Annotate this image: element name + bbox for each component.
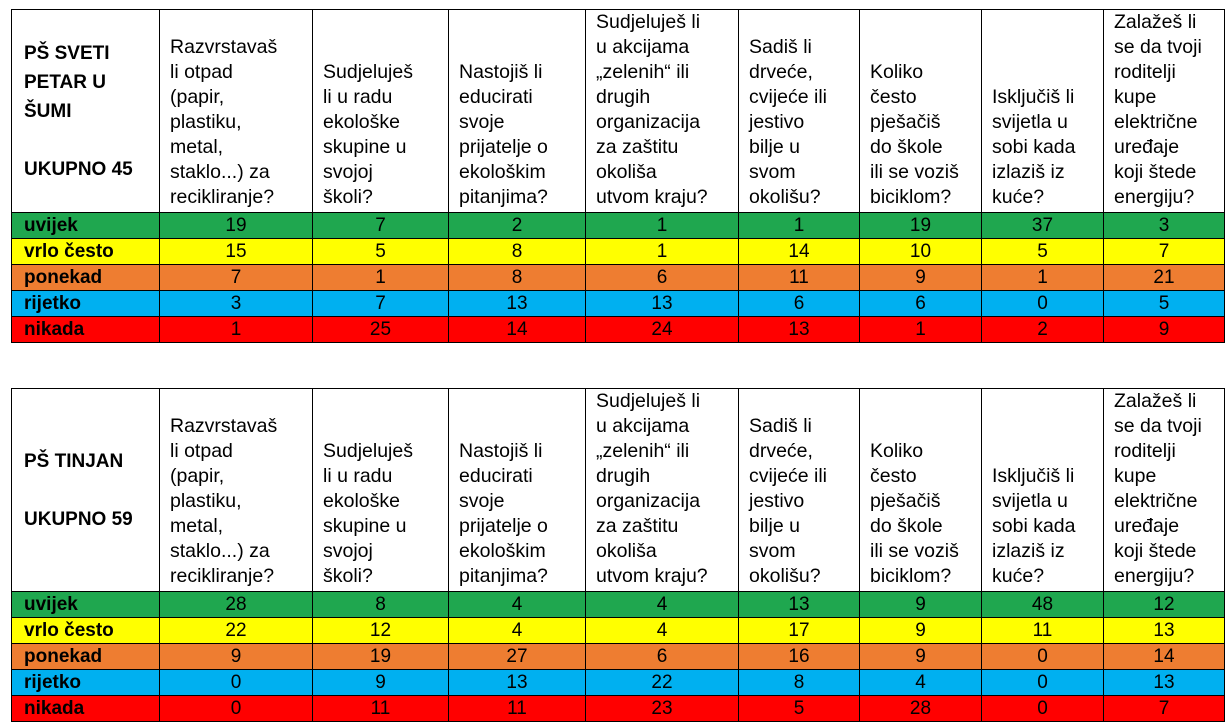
data-row-uvijek	[12, 592, 1225, 618]
count-cell: 48	[982, 592, 1104, 618]
count-cell: 23	[586, 696, 739, 722]
count-cell: 5	[739, 696, 860, 722]
count-cell: 0	[160, 696, 313, 722]
count-cell: 6	[739, 291, 860, 317]
count-cell: 8	[739, 670, 860, 696]
question-text: Sadiš li drveće, cvijeće ili jestivo bilje u svom okolišu?	[749, 415, 828, 587]
count-cell: 7	[313, 291, 449, 317]
school-cell	[12, 10, 160, 213]
count-cell: 1	[739, 213, 860, 239]
count-cell: 5	[313, 239, 449, 265]
question-text: Sudjeluješ li u radu ekološke skupine u svojoj školi?	[323, 440, 413, 587]
question-header-5	[739, 10, 860, 213]
school-cell	[12, 389, 160, 592]
row-label: rijetko	[12, 670, 160, 696]
count-cell: 22	[160, 618, 313, 644]
count-cell: 13	[739, 592, 860, 618]
row-label: ponekad	[12, 644, 160, 670]
count-cell: 9	[1104, 317, 1225, 343]
count-cell: 0	[982, 670, 1104, 696]
question-header-2	[313, 389, 449, 592]
count-cell: 2	[449, 213, 586, 239]
count-cell: 0	[982, 644, 1104, 670]
count-cell: 11	[449, 696, 586, 722]
row-label: nikada	[12, 696, 160, 722]
count-cell: 21	[1104, 265, 1225, 291]
count-cell: 5	[982, 239, 1104, 265]
question-header-1	[160, 389, 313, 592]
count-cell: 9	[860, 644, 982, 670]
header-row	[12, 10, 1225, 213]
question-text: Sadiš li drveće, cvijeće ili jestivo bilje u svom okolišu?	[749, 36, 828, 208]
count-cell: 16	[739, 644, 860, 670]
count-cell: 5	[1104, 291, 1225, 317]
data-row-rijetko	[12, 670, 1225, 696]
count-cell: 11	[313, 696, 449, 722]
count-cell: 37	[982, 213, 1104, 239]
count-cell: 13	[1104, 618, 1225, 644]
school-total: UKUPNO 45	[24, 158, 133, 180]
count-cell: 9	[860, 592, 982, 618]
count-cell: 14	[449, 317, 586, 343]
question-text: Nastojiš li educirati svoje prijatelje o ekološkim pitanjima?	[459, 440, 548, 587]
question-header-4	[586, 10, 739, 213]
count-cell: 7	[160, 265, 313, 291]
count-cell: 1	[586, 239, 739, 265]
count-cell: 9	[160, 644, 313, 670]
count-cell: 1	[860, 317, 982, 343]
row-label: rijetko	[12, 291, 160, 317]
count-cell: 9	[860, 618, 982, 644]
count-cell: 3	[1104, 213, 1225, 239]
count-cell: 12	[313, 618, 449, 644]
count-cell: 1	[313, 265, 449, 291]
survey-table-2	[11, 388, 1225, 722]
count-cell: 28	[160, 592, 313, 618]
count-cell: 13	[586, 291, 739, 317]
data-row-uvijek	[12, 213, 1225, 239]
count-cell: 3	[160, 291, 313, 317]
count-cell: 15	[160, 239, 313, 265]
data-row-ponekad	[12, 265, 1225, 291]
count-cell: 1	[982, 265, 1104, 291]
question-header-3	[449, 10, 586, 213]
count-cell: 4	[586, 618, 739, 644]
question-header-6	[860, 389, 982, 592]
question-text: Isključiš li svijetla u sobi kada izlaziš iz kuće?	[992, 86, 1076, 208]
school-name: PŠ SVETI PETAR U ŠUMI	[24, 42, 110, 122]
count-cell: 19	[860, 213, 982, 239]
row-label: vrlo često	[12, 239, 160, 265]
count-cell: 22	[586, 670, 739, 696]
count-cell: 7	[313, 213, 449, 239]
count-cell: 27	[449, 644, 586, 670]
count-cell: 25	[313, 317, 449, 343]
count-cell: 14	[739, 239, 860, 265]
data-row-vrlo-često	[12, 239, 1225, 265]
question-header-2	[313, 10, 449, 213]
question-text: Razvrstavaš li otpad (papir, plastiku, metal, staklo...) za recikliranje?	[170, 36, 278, 208]
count-cell: 1	[586, 213, 739, 239]
count-cell: 4	[860, 670, 982, 696]
data-row-ponekad	[12, 644, 1225, 670]
data-row-nikada	[12, 317, 1225, 343]
count-cell: 0	[982, 696, 1104, 722]
data-row-rijetko	[12, 291, 1225, 317]
data-row-nikada	[12, 696, 1225, 722]
question-text: Koliko često pješačiš do škole ili se voziš biciklom?	[870, 61, 959, 208]
question-text: Zalažeš li se da tvoji roditelji kupe električne uređaje koji štede energiju?	[1114, 390, 1202, 587]
count-cell: 9	[860, 265, 982, 291]
count-cell: 2	[982, 317, 1104, 343]
count-cell: 10	[860, 239, 982, 265]
count-cell: 6	[860, 291, 982, 317]
count-cell: 4	[449, 618, 586, 644]
count-cell: 13	[1104, 670, 1225, 696]
question-header-1	[160, 10, 313, 213]
count-cell: 4	[586, 592, 739, 618]
question-text: Zalažeš li se da tvoji roditelji kupe električne uređaje koji štede energiju?	[1114, 11, 1202, 208]
count-cell: 8	[449, 265, 586, 291]
spacer	[24, 126, 159, 155]
count-cell: 8	[313, 592, 449, 618]
count-cell: 1	[160, 317, 313, 343]
count-cell: 17	[739, 618, 860, 644]
row-label: uvijek	[12, 592, 160, 618]
question-header-4	[586, 389, 739, 592]
count-cell: 24	[586, 317, 739, 343]
question-header-8	[1104, 389, 1225, 592]
question-text: Sudjeluješ li u radu ekološke skupine u svojoj školi?	[323, 61, 413, 208]
count-cell: 13	[739, 317, 860, 343]
row-label: vrlo često	[12, 618, 160, 644]
count-cell: 7	[1104, 239, 1225, 265]
question-text: Isključiš li svijetla u sobi kada izlaziš iz kuće?	[992, 465, 1076, 587]
row-label: nikada	[12, 317, 160, 343]
question-text: Sudjeluješ li u akcijama „zelenih“ ili drugih organizacija za zaštitu okoliša utvom kraju?	[596, 11, 708, 208]
survey-table-1	[11, 9, 1225, 343]
spacer	[24, 476, 159, 505]
count-cell: 11	[739, 265, 860, 291]
question-header-7	[982, 389, 1104, 592]
count-cell: 12	[1104, 592, 1225, 618]
row-label: uvijek	[12, 213, 160, 239]
school-name: PŠ TINJAN	[24, 450, 124, 472]
count-cell: 4	[449, 592, 586, 618]
count-cell: 14	[1104, 644, 1225, 670]
question-text: Nastojiš li educirati svoje prijatelje o ekološkim pitanjima?	[459, 61, 548, 208]
count-cell: 11	[982, 618, 1104, 644]
question-text: Sudjeluješ li u akcijama „zelenih“ ili drugih organizacija za zaštitu okoliša utvom kraju?	[596, 390, 708, 587]
data-row-vrlo-često	[12, 618, 1225, 644]
count-cell: 19	[313, 644, 449, 670]
header-row	[12, 389, 1225, 592]
question-header-8	[1104, 10, 1225, 213]
question-text: Razvrstavaš li otpad (papir, plastiku, metal, staklo...) za recikliranje?	[170, 415, 278, 587]
count-cell: 9	[313, 670, 449, 696]
count-cell: 19	[160, 213, 313, 239]
question-header-5	[739, 389, 860, 592]
count-cell: 6	[586, 644, 739, 670]
count-cell: 28	[860, 696, 982, 722]
count-cell: 0	[160, 670, 313, 696]
row-label: ponekad	[12, 265, 160, 291]
count-cell: 7	[1104, 696, 1225, 722]
question-header-6	[860, 10, 982, 213]
school-total: UKUPNO 59	[24, 508, 133, 530]
count-cell: 13	[449, 670, 586, 696]
count-cell: 8	[449, 239, 586, 265]
question-text: Koliko često pješačiš do škole ili se voziš biciklom?	[870, 440, 959, 587]
count-cell: 0	[982, 291, 1104, 317]
count-cell: 6	[586, 265, 739, 291]
question-header-7	[982, 10, 1104, 213]
question-header-3	[449, 389, 586, 592]
count-cell: 13	[449, 291, 586, 317]
